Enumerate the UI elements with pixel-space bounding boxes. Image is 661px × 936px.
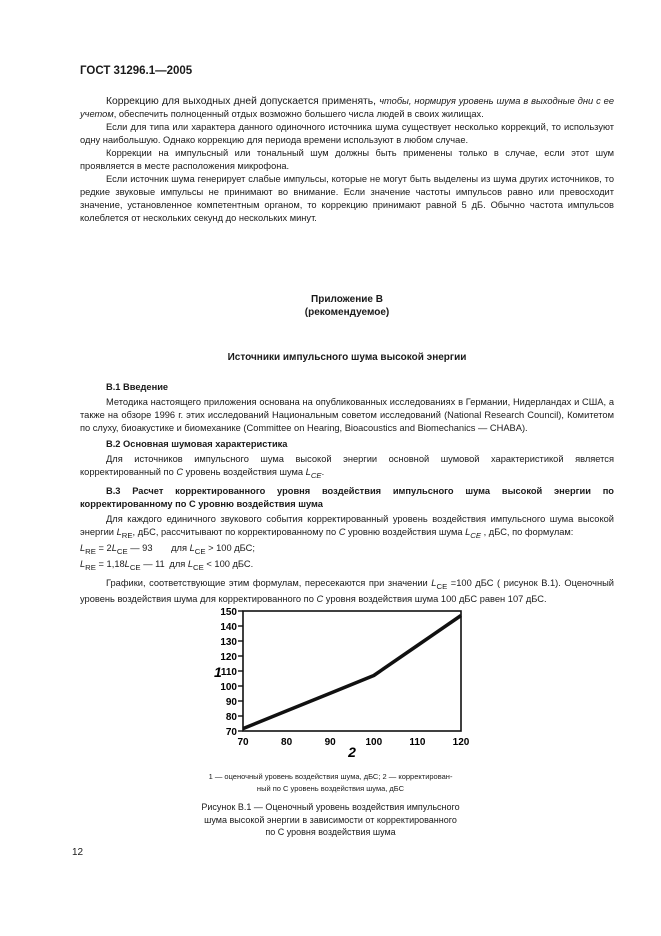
text: для [171, 542, 190, 553]
text: = 2 [98, 542, 112, 553]
y-tick-label: 130 [220, 637, 237, 648]
y-tick-label: 120 [220, 652, 237, 663]
symbol: CE [470, 530, 482, 540]
section-heading: В.3 Расчет корректированного уровня воздействия импульсного шума высокой энергии по корректированному по С уровню воздействия шума [80, 485, 614, 509]
figure-caption [0, 801, 661, 839]
symbol: L [187, 558, 194, 569]
text: Для источников импульсного шума высокой энергии основной шумовой характеристикой является корректированный по [80, 454, 614, 477]
text: уровню воздействия шума [345, 526, 466, 537]
section-heading: В.2 Основная шумовая характеристика [106, 439, 288, 449]
y-tick-label: 90 [225, 697, 237, 708]
symbol: L [80, 542, 86, 553]
text: — 11 [140, 558, 165, 569]
text: С [316, 594, 324, 605]
text: < 100 дБС. [203, 558, 254, 569]
x-tick-label: 120 [452, 737, 470, 748]
y-tick-label: 150 [220, 607, 237, 618]
symbol: L [116, 526, 122, 537]
x-tick-label: 80 [281, 737, 293, 748]
text: С [176, 467, 184, 477]
series-line-1 [243, 616, 461, 729]
appendix-status: (рекомендуемое) [304, 307, 390, 318]
text: > 100 дБС; [205, 542, 255, 553]
x-tick-label: 70 [237, 737, 249, 748]
symbol: CE [116, 546, 128, 556]
y-tick-label: 100 [220, 682, 237, 693]
plot-frame [243, 611, 461, 731]
symbol: RE [121, 530, 133, 540]
text: , обеспечить полноценный отдых возможно большего числа людей в своих жилищах. [113, 109, 484, 119]
symbol: CE [310, 470, 322, 480]
text: С [338, 526, 346, 537]
legend-line: ный по С уровень воздействия шума, дБС [256, 784, 405, 793]
text: Для каждого единичного звукового события корректированный уровень воздействия импульсного шума высокой энергии [80, 513, 614, 537]
text: , дБС, рассчитывают по корректированному по [132, 526, 339, 537]
symbol: CE [129, 562, 141, 572]
text: , дБС, по формулам: [481, 526, 574, 537]
paragraph: Методика настоящего приложения основана на опубликованных исследованиях в Германии, Нидерландах и США, а также на обзоре 1996 г. этих исследований Национальным советом исследований (National Research Council), Комитетом по слуху, биоакустике и биомеханике (Committee on Hearing, Bioacoustics and Biomechanics — CHABA). [80, 397, 614, 433]
legend-line: 1 — оценочный уровень воздействия шума, дБС; 2 — корректирован- [208, 772, 453, 781]
x-axis-label: 2 [348, 744, 356, 760]
paragraph: Если для типа или характера данного одиночного источника шума существует несколько коррекций, то используют одну наибольшую. Однако коррекцию для периода времени используют в любом случае. [80, 122, 614, 145]
italic-text: чтобы, нормируя уровень шума в выходные дни с ее учетом [80, 96, 614, 119]
symbol: CE [436, 582, 448, 592]
symbol: RE [85, 562, 96, 572]
text: . [321, 467, 325, 477]
text: Коррекцию для выходных дней допускается применять, [106, 96, 380, 107]
text: для [169, 558, 188, 569]
section-heading: В.1 Введение [106, 382, 169, 392]
caption-line: Рисунок В.1 — Оценочный уровень воздействия импульсного [201, 802, 460, 812]
caption-line: шума высокой энергии в зависимости от корректированного [204, 814, 457, 825]
text: = 1,18 [98, 558, 125, 569]
symbol: L [189, 542, 195, 553]
caption-line: по С уровня воздействия шума [265, 827, 396, 837]
text: уровня воздействия шума 100 дБС равен 107 дБС. [323, 594, 547, 605]
x-tick-label: 110 [409, 737, 426, 748]
x-tick-label: 90 [324, 737, 336, 748]
appendix-label: Приложение В [311, 294, 383, 305]
symbol: L [80, 558, 86, 569]
y-tick-label: 70 [225, 727, 237, 738]
symbol: L [465, 526, 471, 537]
y-tick-label: 80 [225, 712, 237, 723]
y-axis-label: 1 [214, 664, 222, 680]
text: — 93 [127, 542, 153, 553]
symbol: CE [193, 562, 204, 572]
text: уровень воздействия шума [183, 467, 306, 477]
figure-legend [0, 771, 661, 795]
symbol: L [431, 578, 437, 589]
page-number: 12 [72, 847, 84, 858]
appendix-heading: Источники импульсного шума высокой энергии [227, 352, 467, 363]
symbol: L [124, 558, 130, 569]
document-header: ГОСТ 31296.1—2005 [80, 65, 193, 77]
symbol: L [305, 467, 311, 477]
symbol: CE [194, 546, 206, 556]
paragraph: Если источник шума генерирует слабые импульсы, которые не могут быть выделены из шума других источников, то редкие звуковые импульсы не принимают во внимание. Если значение частоты импульсов равно или превосходит значение, установленное компетентным органом, то коррекцию принимают равной 5 дБ. Обычно частота импульсов колеблется от нескольких секунд до нескольких минут. [80, 174, 614, 223]
y-tick-label: 110 [220, 667, 237, 678]
text: =100 дБС ( рисунок В.1). Оценочный уровень воздействия шума для корректированного по [80, 578, 614, 605]
paragraph: Коррекции на импульсный или тональный шум должны быть применены только в случае, если этот шум проявляется в месте расположения микрофона. [80, 148, 614, 171]
x-tick-label: 100 [365, 737, 383, 748]
y-tick-label: 140 [220, 622, 237, 633]
symbol: L [111, 542, 117, 553]
text: Графики, соответствующие этим формулам, пересекаются при значении [106, 578, 432, 589]
symbol: RE [85, 546, 96, 556]
